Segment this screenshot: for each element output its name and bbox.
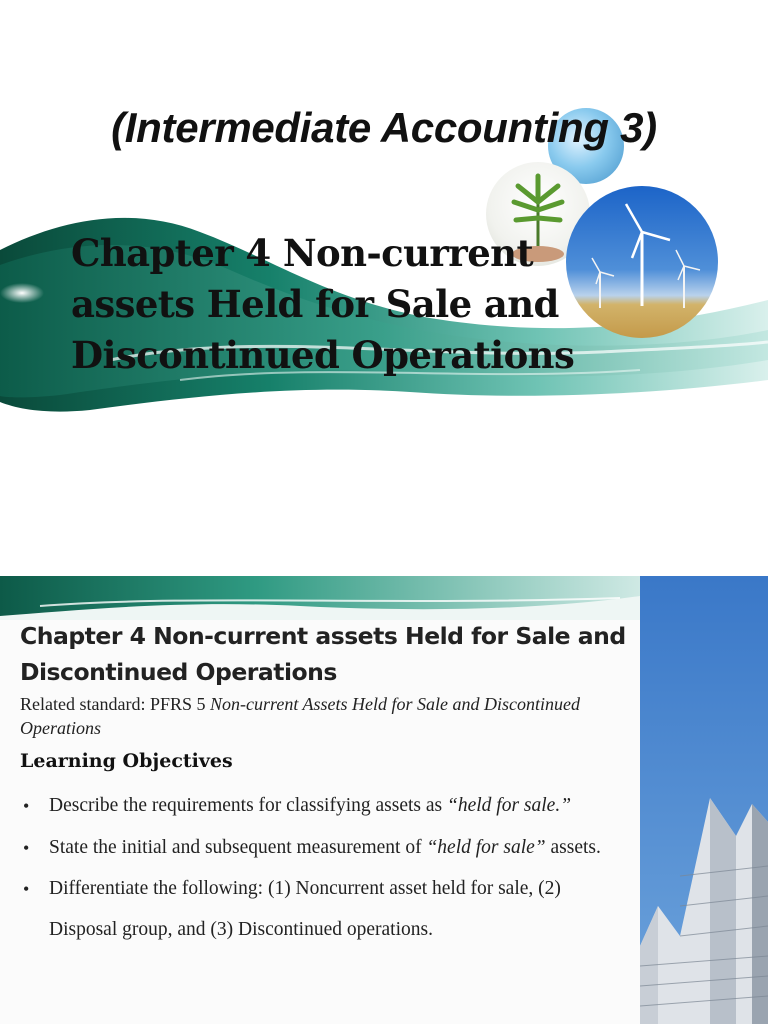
list-item <box>20 786 632 827</box>
chapter-title-line: Chapter 4 Non-current <box>71 231 533 275</box>
learning-objectives-heading: Learning Objectives <box>20 750 233 772</box>
chapter-title-line: assets Held for Sale and <box>71 282 559 326</box>
objectives-slide <box>0 576 768 1024</box>
teal-wave-decoration <box>0 576 640 620</box>
list-item-text: Differentiate the following: (1) Noncurrent asset held for sale, (2) Disposal group, and (3) Discontinued operations. <box>49 878 561 940</box>
list-item-emphasis: “held for sale” <box>426 836 546 858</box>
bullet-icon: • <box>23 796 30 816</box>
related-standard-name: Non-current Assets Held for Sale and Discontinued Operations <box>20 694 580 738</box>
course-subtitle: (Intermediate Accounting 3) <box>111 104 657 151</box>
list-item-emphasis: “held for sale.” <box>447 795 572 816</box>
list-item <box>20 828 632 869</box>
slide-content <box>20 618 632 951</box>
list-item-text: Describe the requirements for classifying assets as <box>49 795 447 816</box>
related-standard-prefix: Related standard: PFRS 5 <box>20 694 210 714</box>
chapter-title-line: Discontinued Operations <box>71 333 575 377</box>
bullet-icon: • <box>23 879 30 899</box>
chapter-title <box>71 228 711 381</box>
list-item-text-after: assets. <box>545 836 601 858</box>
list-item <box>20 869 632 950</box>
slide-title: Chapter 4 Non-current assets Held for Sale and Discontinued Operations <box>20 622 626 686</box>
related-standard <box>20 692 632 740</box>
bullet-icon: • <box>23 837 30 858</box>
objectives-list <box>20 786 632 950</box>
list-item-text: State the initial and subsequent measurement of <box>49 836 427 858</box>
building-photo <box>640 576 768 1024</box>
